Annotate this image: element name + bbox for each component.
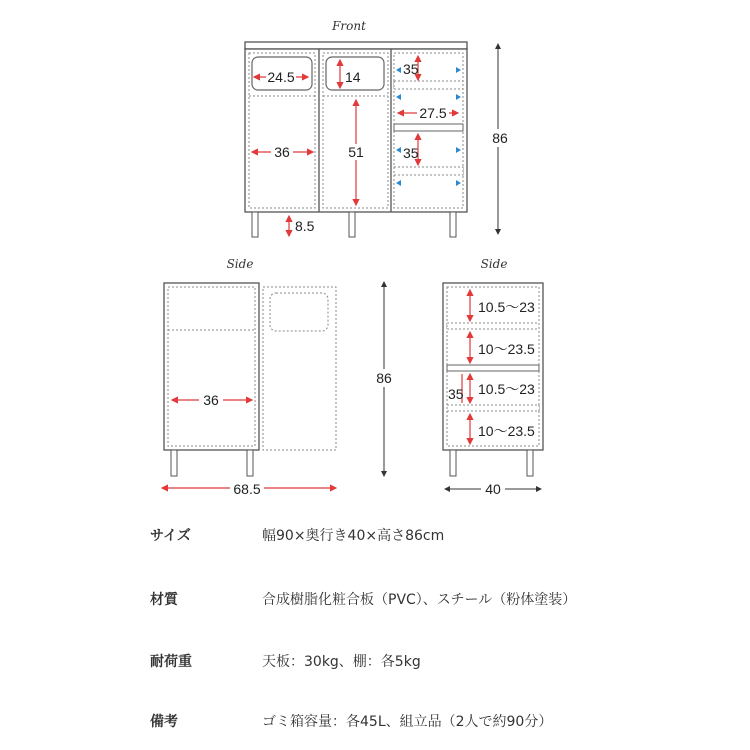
side-shelf-leg-left bbox=[450, 450, 456, 476]
side-shelf-title: Side bbox=[480, 257, 508, 271]
dim-range-2: 10～23.5 bbox=[478, 341, 535, 357]
side-leg-right bbox=[247, 450, 253, 476]
dim-lower-width: 36 bbox=[274, 144, 290, 160]
front-shelf-1 bbox=[394, 81, 463, 89]
front-top-panel bbox=[245, 42, 467, 49]
front-leg-middle bbox=[349, 212, 355, 237]
dim-range-3: 10.5～23 bbox=[478, 381, 535, 397]
dim-side-total-height: 86 bbox=[376, 370, 392, 386]
spec-row-material bbox=[0, 589, 750, 613]
side-open-title: Side bbox=[226, 257, 254, 271]
side-shelf-1 bbox=[447, 323, 539, 329]
spec-value: 天板：30kg、棚：各5kg bbox=[262, 654, 421, 670]
dim-upper-width: 24.5 bbox=[267, 69, 295, 85]
dim-side-depth: 40 bbox=[485, 481, 501, 497]
front-view-title: Front bbox=[332, 19, 366, 33]
dim-lower-height: 51 bbox=[348, 144, 364, 160]
side-view-shelves bbox=[443, 257, 543, 497]
dim-leg-height: 8.5 bbox=[295, 218, 315, 234]
spec-label: サイズ bbox=[150, 528, 191, 544]
spec-label: 備考 bbox=[150, 714, 178, 730]
dim-front-total-height: 86 bbox=[492, 130, 508, 146]
dim-range-4: 10～23.5 bbox=[478, 423, 535, 439]
spec-row-load bbox=[0, 651, 750, 675]
side-leg-left bbox=[171, 450, 177, 476]
side-view-open bbox=[162, 257, 396, 497]
dim-shelf-width: 27.5 bbox=[419, 105, 447, 121]
side-cabinet-body bbox=[164, 283, 259, 450]
dim-shelf-height-2: 35 bbox=[403, 145, 419, 161]
spec-label: 材質 bbox=[150, 592, 178, 608]
spec-label: 耐荷重 bbox=[150, 654, 192, 670]
spec-row-notes bbox=[0, 711, 750, 735]
dim-side-shelf-height: 35 bbox=[448, 386, 464, 402]
dim-upper-height: 14 bbox=[345, 69, 361, 85]
spec-value: 合成樹脂化粧合板（PVC）、スチール（粉体塗装） bbox=[262, 592, 577, 608]
side-shelf-leg-right bbox=[527, 450, 533, 476]
front-shelf-3 bbox=[394, 167, 463, 175]
front-view bbox=[245, 19, 512, 237]
front-leg-left bbox=[252, 212, 258, 237]
side-open-door bbox=[263, 287, 336, 450]
side-shelf-2 bbox=[447, 365, 539, 371]
dim-inner-depth: 36 bbox=[203, 392, 219, 408]
spec-value: ゴミ箱容量：各45L、組立品（2人で約90分） bbox=[262, 714, 553, 730]
dim-range-1: 10.5～23 bbox=[478, 299, 535, 315]
dim-shelf-height-1: 35 bbox=[403, 61, 419, 77]
spec-row-size bbox=[0, 525, 750, 549]
side-shelf-3 bbox=[447, 405, 539, 411]
front-leg-right bbox=[450, 212, 456, 237]
front-shelf-2 bbox=[394, 124, 463, 131]
spec-value: 幅90×奥行き40×高さ86cm bbox=[262, 528, 445, 544]
dim-open-depth: 68.5 bbox=[233, 481, 261, 497]
